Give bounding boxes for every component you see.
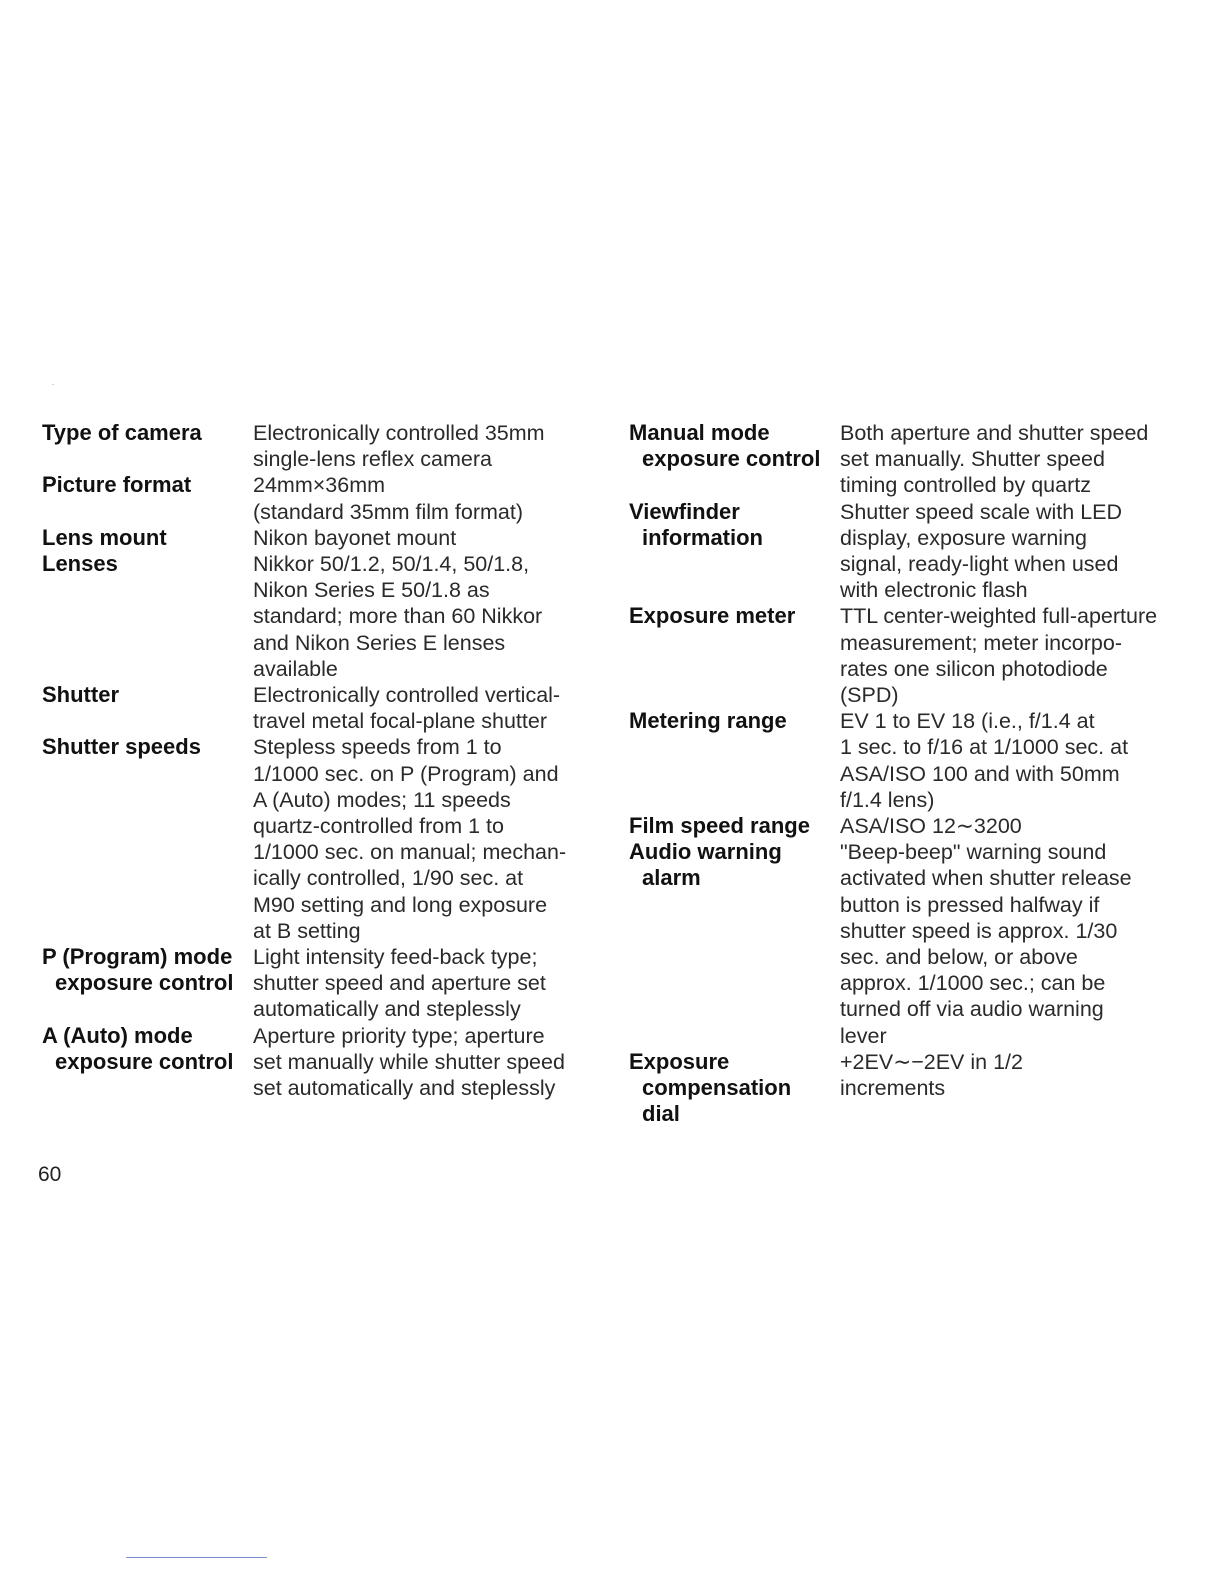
spec-term (42, 472, 253, 498)
spec-row-manual-mode-exposure-control (629, 420, 1199, 499)
footer-rule (126, 1557, 267, 1558)
spec-term-line: Type of camera (42, 420, 202, 445)
spec-term-line: exposure control (55, 970, 234, 996)
spec-term (42, 944, 253, 996)
spec-row-shutter-speeds (42, 734, 602, 944)
spec-definition-line: ically controlled, 1/90 sec. at (253, 866, 524, 891)
spec-definition-line: Shutter speed scale with LED (840, 499, 1123, 524)
spec-definition (840, 603, 1199, 708)
spec-definition-line: measurement; meter incorpo- (840, 630, 1122, 655)
spec-definition (840, 499, 1199, 604)
spec-definition-line: Nikon bayonet mount (253, 525, 457, 550)
spec-definition-line: ASA/ISO 12∼3200 (840, 814, 1022, 839)
spec-term-line: Picture format (42, 472, 192, 498)
spec-definition-line: shutter speed is approx. 1/30 (840, 918, 1118, 943)
spec-definition-line: (standard 35mm film format) (253, 499, 524, 524)
spec-definition-line: 1 sec. to f/16 at 1/1000 sec. at (840, 735, 1129, 760)
spec-term (629, 813, 840, 839)
spec-term-line: Metering range (629, 708, 787, 734)
spec-definition-line: activated when shutter release (840, 866, 1132, 891)
page-number: 60 (38, 1163, 62, 1186)
spec-definition-line: ASA/ISO 100 and with 50mm (840, 761, 1120, 786)
spec-term-line: Audio warning (629, 839, 782, 865)
spec-definition (253, 525, 602, 551)
spec-definition-line: f/1.4 lens) (840, 787, 935, 812)
spec-definition-line: Electronically controlled 35mm (253, 421, 545, 445)
spec-term (42, 1023, 253, 1075)
spec-definition-line: Nikon Series E 50/1.8 as (253, 578, 490, 603)
spec-term-line: Exposure meter (629, 603, 796, 629)
spec-row-exposure-compensation-dial (629, 1049, 1199, 1128)
spec-term-line: Manual mode (629, 420, 770, 445)
spec-term (42, 525, 253, 551)
spec-term (629, 499, 840, 551)
spec-definition-line: button is pressed halfway if (840, 892, 1100, 917)
spec-definition-line: quartz-controlled from 1 to (253, 814, 504, 839)
spec-term-line: information (642, 524, 763, 550)
spec-definition-line: set automatically and steplessly (253, 1076, 556, 1101)
spec-definition (840, 813, 1199, 839)
spec-row-film-speed-range (629, 813, 1199, 839)
spec-definition (253, 551, 602, 682)
spec-definition-line: travel metal focal-plane shutter (253, 709, 547, 734)
spec-definition (253, 944, 602, 1023)
spec-term (629, 603, 840, 629)
spec-definition-line: EV 1 to EV 18 (i.e., f/1.4 at (840, 709, 1095, 734)
spec-row-shutter (42, 682, 602, 734)
spec-term-line: P (Program) mode (42, 944, 233, 970)
spec-term (42, 420, 253, 446)
spec-term (42, 682, 253, 708)
spec-term-line: Viewfinder (629, 498, 740, 524)
spec-definition-line: at B setting (253, 918, 361, 943)
spec-definition-line: A (Auto) modes; 11 speeds (253, 787, 511, 812)
spec-definition-line: display, exposure warning (840, 525, 1087, 550)
spec-term-line: compensation (642, 1075, 792, 1101)
spec-definition (840, 839, 1199, 1049)
spec-term-line: exposure control (55, 1048, 234, 1074)
spec-definition-line: rates one silicon photodiode (840, 656, 1108, 681)
spec-row-lens-mount (42, 525, 602, 551)
spec-definition-line: Nikkor 50/1.2, 50/1.4, 50/1.8, (253, 552, 530, 577)
spec-definition-line: standard; more than 60 Nikkor (253, 604, 543, 629)
spec-term-line: dial (642, 1101, 680, 1127)
spec-definition (253, 472, 602, 524)
spec-definition-line: sec. and below, or above (840, 945, 1078, 970)
spec-row-type-of-camera (42, 420, 602, 472)
spec-definition-line: Light intensity feed-back type; (253, 945, 538, 970)
spec-definition-line: set manually while shutter speed (253, 1049, 565, 1074)
spec-definition-line: M90 setting and long exposure (253, 892, 548, 917)
spec-definition-line: +2EV∼−2EV in 1/2 (840, 1049, 1023, 1074)
spec-definition-line: 1/1000 sec. on P (Program) and (253, 761, 559, 786)
spec-definition-line: approx. 1/1000 sec.; can be (840, 971, 1106, 996)
spec-definition-line: automatically and steplessly (253, 997, 521, 1022)
spec-row-viewfinder-information (629, 499, 1199, 604)
spec-definition-line: timing controlled by quartz (840, 473, 1091, 498)
spec-definition-line: 24mm×36mm (253, 473, 386, 498)
spec-definition-line: (SPD) (840, 683, 899, 708)
spec-definition (253, 1023, 602, 1102)
spec-term (42, 551, 253, 577)
spec-term-line: Exposure (629, 1048, 730, 1074)
spec-definition-line: Electronically controlled vertical- (253, 683, 561, 708)
spec-definition-line: signal, ready-light when used (840, 552, 1119, 577)
spec-term-line: Shutter (42, 682, 119, 708)
spec-definition-line: 1/1000 sec. on manual; mechan- (253, 840, 567, 865)
spec-definition-line: TTL center-weighted full-aperture (840, 604, 1158, 629)
spec-term-line: alarm (642, 865, 701, 891)
spec-definition-line: Both aperture and shutter speed (840, 421, 1149, 445)
spec-term (629, 708, 840, 734)
spec-row-exposure-meter (629, 603, 1199, 708)
spec-definition-line: with electronic flash (840, 578, 1028, 603)
spec-definition-line: Stepless speeds from 1 to (253, 735, 502, 760)
spec-term-line: Film speed range (629, 813, 810, 839)
spec-term-line: A (Auto) mode (42, 1022, 193, 1048)
spec-column-left (42, 420, 602, 1101)
spec-term-line: exposure control (642, 446, 821, 472)
spec-definition (253, 734, 602, 944)
spec-definition (253, 420, 602, 472)
spec-definition (840, 708, 1199, 813)
spec-term-line: Lenses (42, 551, 118, 577)
spec-definition-line: and Nikon Series E lenses (253, 630, 506, 655)
spec-row-audio-warning-alarm (629, 839, 1199, 1049)
spec-row-metering-range (629, 708, 1199, 813)
spec-row-lenses (42, 551, 602, 682)
spec-definition-line: Aperture priority type; aperture (253, 1023, 545, 1048)
spec-definition-line: single-lens reflex camera (253, 447, 492, 472)
spec-definition (253, 682, 602, 734)
spec-definition-line: available (253, 656, 338, 681)
spec-definition (840, 1049, 1199, 1101)
spec-term (42, 734, 253, 760)
spec-definition (840, 420, 1199, 499)
spec-term (629, 1049, 840, 1128)
spec-term (629, 420, 840, 472)
spec-column-right (629, 420, 1199, 1127)
spec-definition-line: turned off via audio warning (840, 997, 1104, 1022)
spec-row-picture-format (42, 472, 602, 524)
spec-definition-line: shutter speed and aperture set (253, 971, 546, 996)
spec-definition-line: increments (840, 1076, 946, 1101)
spec-term-line: Shutter speeds (42, 734, 201, 760)
spec-definition-line: set manually. Shutter speed (840, 447, 1105, 472)
spec-term (629, 839, 840, 891)
spec-definition-line: "Beep-beep" warning sound (840, 840, 1107, 865)
scan-speck (52, 384, 54, 385)
spec-row-p-program-mode-exposure-control (42, 944, 602, 1023)
spec-definition-line: lever (840, 1023, 887, 1048)
spec-row-a-auto-mode-exposure-control (42, 1023, 602, 1102)
spec-term-line: Lens mount (42, 524, 167, 550)
